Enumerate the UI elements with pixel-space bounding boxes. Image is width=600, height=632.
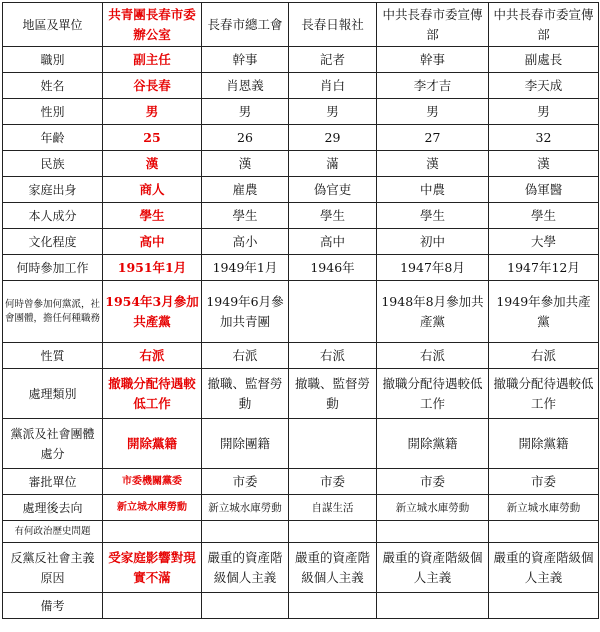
table-cell: 幹事 <box>377 47 489 73</box>
table-cell <box>489 593 599 619</box>
table-cell <box>289 593 377 619</box>
table-cell: 雇農 <box>202 177 289 203</box>
row-label: 家庭出身 <box>3 177 103 203</box>
table-cell: 男 <box>289 99 377 125</box>
table-cell: 受家庭影響對現實不滿 <box>103 543 202 593</box>
table-cell <box>377 593 489 619</box>
table-cell: 漢 <box>489 151 599 177</box>
table-cell: 學生 <box>103 203 202 229</box>
table-cell: 開除黨籍 <box>377 419 489 469</box>
table-cell: 市委 <box>377 469 489 495</box>
table-cell: 男 <box>202 99 289 125</box>
table-cell: 1947年8月 <box>377 255 489 281</box>
table-cell <box>103 521 202 543</box>
table-cell: 偽軍醫 <box>489 177 599 203</box>
table-cell: 29 <box>289 125 377 151</box>
table-row <box>3 73 599 99</box>
table-cell: 右派 <box>489 343 599 369</box>
table-row <box>3 343 599 369</box>
table-cell: 高小 <box>202 229 289 255</box>
table-cell: 撤職分配待遇較低工作 <box>489 369 599 419</box>
table-row <box>3 47 599 73</box>
table-cell: 市委機關黨委 <box>103 469 202 495</box>
table-cell: 男 <box>489 99 599 125</box>
table-cell: 1949年6月參加共青團 <box>202 281 289 343</box>
table-cell: 1946年 <box>289 255 377 281</box>
table-cell: 25 <box>103 125 202 151</box>
row-label: 何時曾參加何黨派，社會團體，擔任何種職務 <box>3 281 103 343</box>
row-label: 處理後去向 <box>3 495 103 521</box>
table-cell: 高中 <box>103 229 202 255</box>
table-cell: 新立城水庫勞動 <box>103 495 202 521</box>
table-cell: 26 <box>202 125 289 151</box>
table-cell: 副主任 <box>103 47 202 73</box>
table-cell: 撤職、監督勞動 <box>289 369 377 419</box>
table-cell: 1949年參加共產黨 <box>489 281 599 343</box>
table-cell: 1947年12月 <box>489 255 599 281</box>
table-row <box>3 495 599 521</box>
table-cell: 商人 <box>103 177 202 203</box>
table-cell: 新立城水庫勞動 <box>202 495 289 521</box>
table-cell: 肖白 <box>289 73 377 99</box>
table-cell: 漢 <box>103 151 202 177</box>
table-cell <box>377 521 489 543</box>
table-cell: 撤職分配待遇較低工作 <box>377 369 489 419</box>
row-label: 有何政治歷史問題 <box>3 521 103 543</box>
table-cell: 記者 <box>289 47 377 73</box>
table-cell: 市委 <box>489 469 599 495</box>
table-cell: 男 <box>103 99 202 125</box>
row-label: 年齡 <box>3 125 103 151</box>
table-cell: 32 <box>489 125 599 151</box>
table-row <box>3 419 599 469</box>
table-cell: 偽官吏 <box>289 177 377 203</box>
table-cell: 初中 <box>377 229 489 255</box>
table-cell: 李天成 <box>489 73 599 99</box>
table-cell: 學生 <box>289 203 377 229</box>
unit-name: 中共長春市委宣傳部 <box>489 3 599 47</box>
table-row <box>3 369 599 419</box>
table-cell: 大學 <box>489 229 599 255</box>
table-cell: 新立城水庫勞動 <box>377 495 489 521</box>
row-label: 文化程度 <box>3 229 103 255</box>
table-cell: 李才吉 <box>377 73 489 99</box>
table-cell: 撤職分配待遇較低工作 <box>103 369 202 419</box>
table-row <box>3 543 599 593</box>
table-cell <box>489 521 599 543</box>
row-label: 性質 <box>3 343 103 369</box>
table-cell: 撤職、監督勞動 <box>202 369 289 419</box>
table-cell: 1951年1月 <box>103 255 202 281</box>
rightist-record-table <box>2 2 599 619</box>
table-cell: 開除黨籍 <box>103 419 202 469</box>
table-row <box>3 203 599 229</box>
table-row <box>3 151 599 177</box>
table-cell: 中農 <box>377 177 489 203</box>
table-cell: 漢 <box>202 151 289 177</box>
row-label: 反黨反社會主義原因 <box>3 543 103 593</box>
table-cell: 開除團籍 <box>202 419 289 469</box>
table-cell: 市委 <box>202 469 289 495</box>
unit-name: 長春日報社 <box>289 3 377 47</box>
table-cell: 右派 <box>202 343 289 369</box>
table-header-row <box>3 3 599 47</box>
table-cell: 學生 <box>377 203 489 229</box>
row-label: 性別 <box>3 99 103 125</box>
table-cell <box>289 281 377 343</box>
unit-name: 中共長春市委宣傳部 <box>377 3 489 47</box>
table-cell: 高中 <box>289 229 377 255</box>
table-cell: 副處長 <box>489 47 599 73</box>
table-row <box>3 229 599 255</box>
rightist-record-table-container <box>2 2 599 619</box>
table-cell: 學生 <box>489 203 599 229</box>
table-cell: 嚴重的資產階級個人主義 <box>489 543 599 593</box>
table-cell <box>289 521 377 543</box>
table-cell: 幹事 <box>202 47 289 73</box>
table-cell: 右派 <box>377 343 489 369</box>
table-cell: 谷長春 <box>103 73 202 99</box>
table-row <box>3 469 599 495</box>
table-row <box>3 255 599 281</box>
table-row <box>3 125 599 151</box>
table-cell <box>202 593 289 619</box>
row-label: 處理類別 <box>3 369 103 419</box>
row-label: 備考 <box>3 593 103 619</box>
table-cell: 滿 <box>289 151 377 177</box>
table-cell: 市委 <box>289 469 377 495</box>
table-cell: 右派 <box>103 343 202 369</box>
table-row <box>3 281 599 343</box>
table-row <box>3 177 599 203</box>
table-row <box>3 521 599 543</box>
table-cell: 嚴重的資產階級個人主義 <box>202 543 289 593</box>
table-cell: 新立城水庫勞動 <box>489 495 599 521</box>
unit-name: 長春市總工會 <box>202 3 289 47</box>
table-cell: 開除黨籍 <box>489 419 599 469</box>
unit-name: 共青團長春市委辦公室 <box>103 3 202 47</box>
row-label: 民族 <box>3 151 103 177</box>
table-cell: 學生 <box>202 203 289 229</box>
table-row <box>3 99 599 125</box>
table-cell <box>202 521 289 543</box>
table-cell: 1948年8月參加共產黨 <box>377 281 489 343</box>
table-cell: 嚴重的資產階級個人主義 <box>289 543 377 593</box>
header-label: 地區及單位 <box>3 3 103 47</box>
table-cell: 右派 <box>289 343 377 369</box>
table-row <box>3 593 599 619</box>
row-label: 何時參加工作 <box>3 255 103 281</box>
table-cell: 肖恩義 <box>202 73 289 99</box>
row-label: 姓名 <box>3 73 103 99</box>
table-cell: 男 <box>377 99 489 125</box>
table-cell <box>103 593 202 619</box>
row-label: 審批單位 <box>3 469 103 495</box>
table-cell: 漢 <box>377 151 489 177</box>
table-cell <box>289 419 377 469</box>
table-cell: 嚴重的資產階級個人主義 <box>377 543 489 593</box>
table-cell: 1949年1月 <box>202 255 289 281</box>
row-label: 職別 <box>3 47 103 73</box>
row-label: 黨派及社會團體處分 <box>3 419 103 469</box>
table-cell: 自謀生活 <box>289 495 377 521</box>
row-label: 本人成分 <box>3 203 103 229</box>
table-cell: 27 <box>377 125 489 151</box>
table-cell: 1954年3月參加共產黨 <box>103 281 202 343</box>
